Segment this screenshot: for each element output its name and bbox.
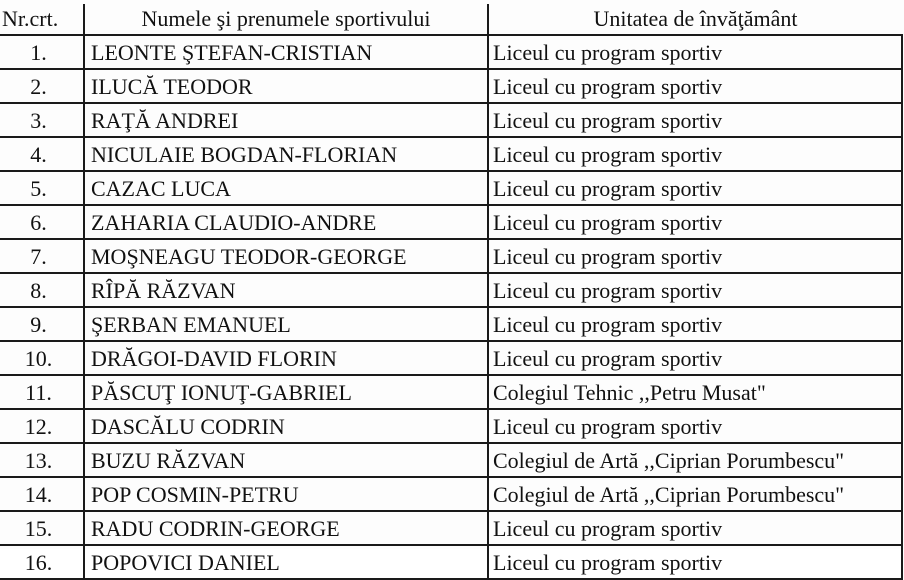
- school-cell: Liceul cu program sportiv: [488, 341, 902, 375]
- row-number-cell: 5.: [0, 171, 84, 205]
- athlete-name-cell: DRĂGOI-DAVID FLORIN: [84, 341, 488, 375]
- athlete-name-cell: POP COSMIN-PETRU: [84, 477, 488, 511]
- column-header-nr: Nr.crt.: [0, 4, 84, 35]
- school-cell: Liceul cu program sportiv: [488, 171, 902, 205]
- school-cell: Liceul cu program sportiv: [488, 239, 902, 273]
- school-cell: Liceul cu program sportiv: [488, 409, 902, 443]
- school-cell: Liceul cu program sportiv: [488, 137, 902, 171]
- athlete-name-cell: LEONTE ŞTEFAN-CRISTIAN: [84, 35, 488, 69]
- table-row: [0, 443, 902, 477]
- athlete-name-cell: RADU CODRIN-GEORGE: [84, 511, 488, 545]
- school-cell: Colegiul de Artă ,,Ciprian Porumbescu": [488, 477, 902, 511]
- school-cell: Colegiul Tehnic ,,Petru Musat": [488, 375, 902, 409]
- row-number-cell: 7.: [0, 239, 84, 273]
- row-number-cell: 1.: [0, 35, 84, 69]
- row-number-cell: 3.: [0, 103, 84, 137]
- table-row: [0, 511, 902, 545]
- athlete-name-cell: NICULAIE BOGDAN-FLORIAN: [84, 137, 488, 171]
- table-row: [0, 477, 902, 511]
- school-cell: Liceul cu program sportiv: [488, 69, 902, 103]
- table-row: [0, 205, 902, 239]
- table-row: [0, 137, 902, 171]
- school-cell: Liceul cu program sportiv: [488, 35, 902, 69]
- school-cell: Colegiul de Artă ,,Ciprian Porumbescu": [488, 443, 902, 477]
- athlete-name-cell: RÎPĂ RĂZVAN: [84, 273, 488, 307]
- school-cell: Liceul cu program sportiv: [488, 545, 902, 579]
- row-number-cell: 8.: [0, 273, 84, 307]
- athlete-name-cell: MOŞNEAGU TEODOR-GEORGE: [84, 239, 488, 273]
- athlete-name-cell: PĂSCUŢ IONUŢ-GABRIEL: [84, 375, 488, 409]
- table-row: [0, 273, 902, 307]
- athlete-name-cell: BUZU RĂZVAN: [84, 443, 488, 477]
- school-cell: Liceul cu program sportiv: [488, 273, 902, 307]
- column-header-name: Numele şi prenumele sportivului: [84, 4, 488, 35]
- row-number-cell: 15.: [0, 511, 84, 545]
- athlete-name-cell: DASCĂLU CODRIN: [84, 409, 488, 443]
- row-number-cell: 4.: [0, 137, 84, 171]
- school-cell: Liceul cu program sportiv: [488, 103, 902, 137]
- column-header-school: Unitatea de învăţământ: [488, 4, 902, 35]
- athlete-name-cell: CAZAC LUCA: [84, 171, 488, 205]
- school-cell: Liceul cu program sportiv: [488, 205, 902, 239]
- table-row: [0, 307, 902, 341]
- table-row: [0, 69, 902, 103]
- athlete-name-cell: ILUCĂ TEODOR: [84, 69, 488, 103]
- athlete-name-cell: ZAHARIA CLAUDIO-ANDRE: [84, 205, 488, 239]
- table-header: [0, 4, 902, 35]
- row-number-cell: 14.: [0, 477, 84, 511]
- athlete-name-cell: RAŢĂ ANDREI: [84, 103, 488, 137]
- table-row: [0, 409, 902, 443]
- table-row: [0, 239, 902, 273]
- row-number-cell: 2.: [0, 69, 84, 103]
- row-number-cell: 11.: [0, 375, 84, 409]
- row-number-cell: 6.: [0, 205, 84, 239]
- row-number-cell: 16.: [0, 545, 84, 579]
- athlete-name-cell: ŞERBAN EMANUEL: [84, 307, 488, 341]
- row-number-cell: 10.: [0, 341, 84, 375]
- table-body: [0, 35, 902, 579]
- athlete-name-cell: POPOVICI DANIEL: [84, 545, 488, 579]
- header-row: [0, 4, 902, 35]
- row-number-cell: 12.: [0, 409, 84, 443]
- table-row: [0, 103, 902, 137]
- table-row: [0, 171, 902, 205]
- table-row: [0, 35, 902, 69]
- athletes-table: [0, 4, 903, 580]
- row-number-cell: 13.: [0, 443, 84, 477]
- row-number-cell: 9.: [0, 307, 84, 341]
- table-row: [0, 341, 902, 375]
- school-cell: Liceul cu program sportiv: [488, 511, 902, 545]
- table-row: [0, 545, 902, 579]
- table-row: [0, 375, 902, 409]
- school-cell: Liceul cu program sportiv: [488, 307, 902, 341]
